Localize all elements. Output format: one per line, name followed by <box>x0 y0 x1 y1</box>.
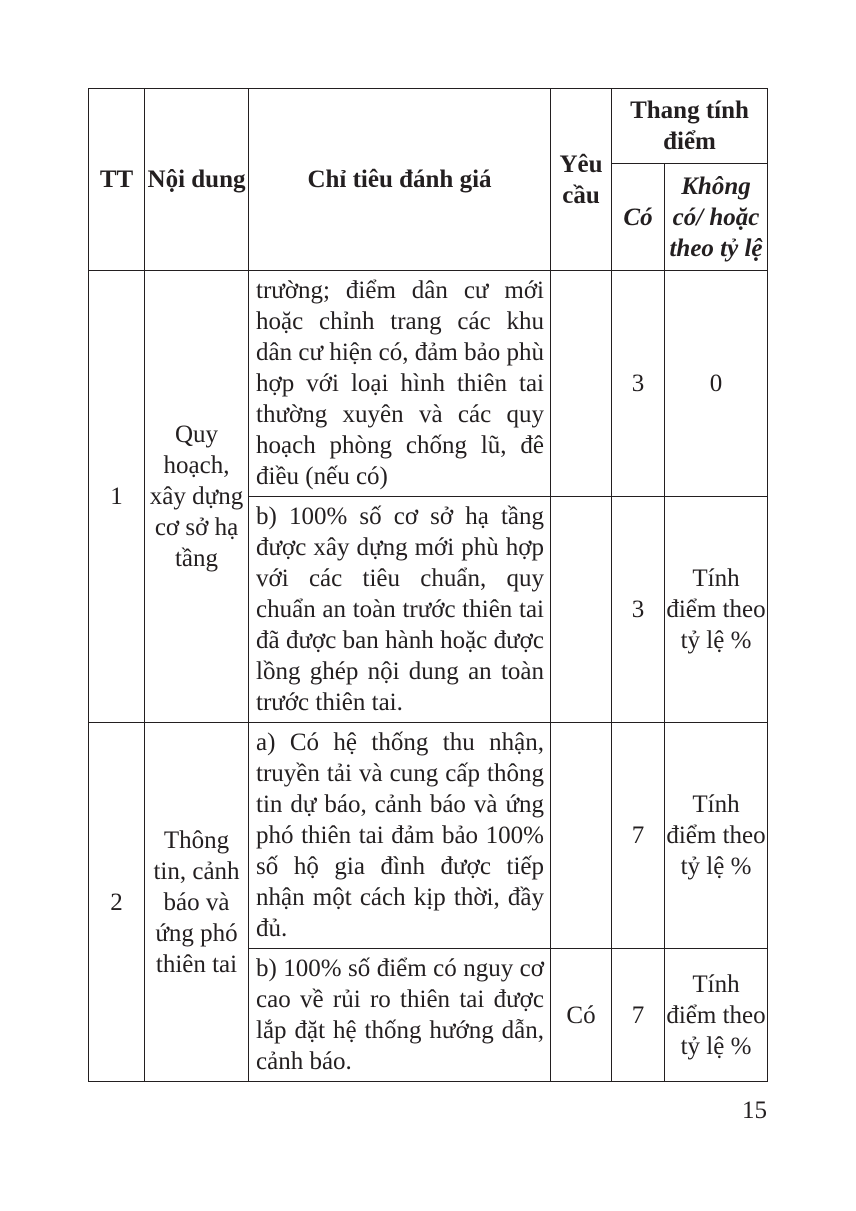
header-chi-tieu: Chỉ tiêu đánh giá <box>249 89 551 271</box>
header-co: Có <box>612 164 665 271</box>
score-khong-1a: 0 <box>665 271 768 497</box>
header-noi-dung: Nội dung <box>145 89 249 271</box>
requirement-2a <box>551 723 612 949</box>
score-khong-2a: Tính điểm theo tỷ lệ % <box>665 723 768 949</box>
score-co-1a: 3 <box>612 271 665 497</box>
header-tt: TT <box>89 89 145 271</box>
score-co-2b: 7 <box>612 949 665 1082</box>
criterion-2a: a) Có hệ thống thu nhận, truyền tải và cung cấp thông tin dự báo, cảnh báo và ứng phó thiên tai đảm bảo 100% số hộ gia đình được tiếp nhận một cách kịp thời, đầy đủ. <box>249 723 551 949</box>
score-co-1b: 3 <box>612 497 665 723</box>
group-2-tt: 2 <box>89 723 145 1082</box>
header-khong-co: Không có/ hoặc theo tỷ lệ <box>665 164 768 271</box>
header-thang-tinh-diem: Thang tính điểm <box>612 89 768 164</box>
requirement-1a <box>551 271 612 497</box>
score-khong-2b: Tính điểm theo tỷ lệ % <box>665 949 768 1082</box>
score-co-2a: 7 <box>612 723 665 949</box>
score-khong-1b: Tính điểm theo tỷ lệ % <box>665 497 768 723</box>
group-1-tt: 1 <box>89 271 145 723</box>
group-2-noi-dung: Thông tin, cảnh báo và ứng phó thiên tai <box>145 723 249 1082</box>
page-number: 15 <box>742 1097 767 1124</box>
requirement-2b: Có <box>551 949 612 1082</box>
header-yeu-cau: Yêu cầu <box>551 89 612 271</box>
requirement-1b <box>551 497 612 723</box>
group-1-noi-dung: Quy hoạch, xây dựng cơ sở hạ tầng <box>145 271 249 723</box>
criterion-2b: b) 100% số điểm có nguy cơ cao về rủi ro thiên tai được lắp đặt hệ thống hướng dẫn, cảnh báo. <box>249 949 551 1082</box>
criterion-1a: trường; điểm dân cư mới hoặc chỉnh trang các khu dân cư hiện có, đảm bảo phù hợp với loại hình thiên tai thường xuyên và các quy hoạch phòng chống lũ, đê điều (nếu có) <box>249 271 551 497</box>
evaluation-table <box>88 88 768 1082</box>
criterion-1b: b) 100% số cơ sở hạ tầng được xây dựng mới phù hợp với các tiêu chuẩn, quy chuẩn an toàn trước thiên tai đã được ban hành hoặc được lồng ghép nội dung an toàn trước thiên tai. <box>249 497 551 723</box>
